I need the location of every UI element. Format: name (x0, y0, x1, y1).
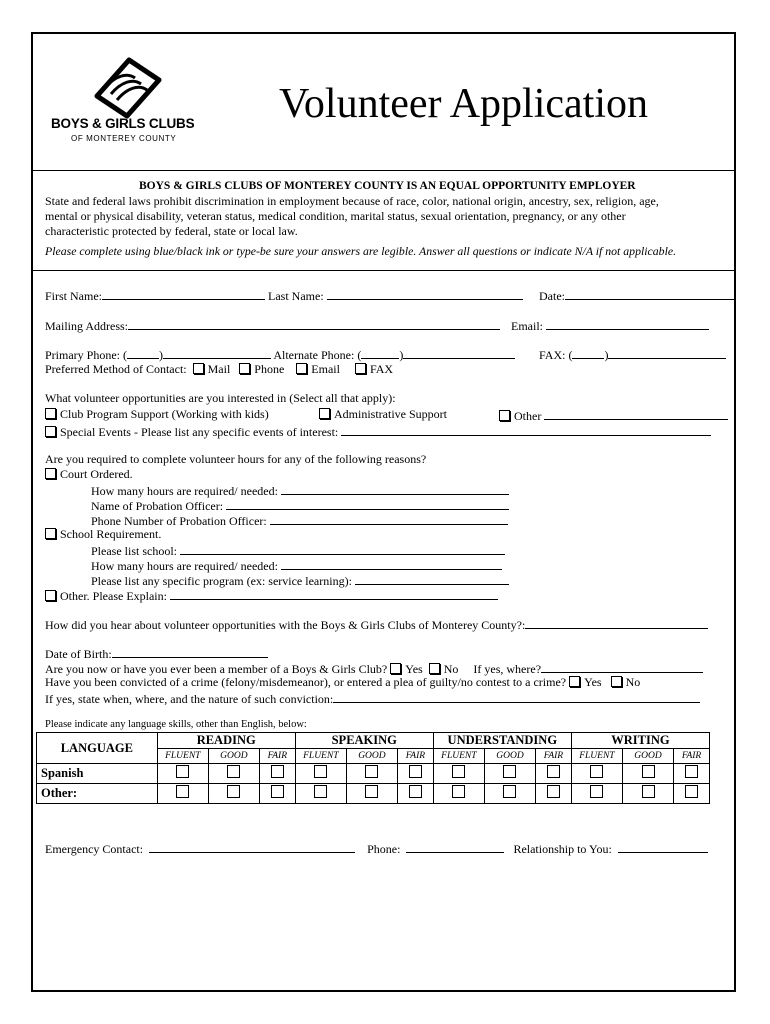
probation-name-label: Name of Probation Officer: (91, 499, 224, 513)
probation-name-field[interactable] (226, 497, 509, 510)
notice-line-2: mental or physical disability, veteran status, medical condition, marital status, sexual orientation, pregnancy, or any other (45, 209, 626, 223)
date-row (539, 287, 735, 304)
heard-field[interactable] (525, 616, 708, 629)
admin-label: Administrative Support (334, 407, 447, 421)
phone-option: Phone (254, 362, 285, 376)
email-checkbox[interactable] (296, 363, 307, 374)
skill-checkbox[interactable] (547, 765, 560, 778)
skill-checkbox[interactable] (452, 765, 465, 778)
language-header: LANGUAGE (37, 733, 158, 764)
skill-checkbox[interactable] (452, 785, 465, 798)
skill-checkbox[interactable] (365, 785, 378, 798)
skill-checkbox[interactable] (365, 765, 378, 778)
special-events-checkbox[interactable] (45, 426, 56, 437)
boys-girls-clubs-logo-icon (91, 54, 165, 122)
school-program-field[interactable] (355, 572, 509, 585)
hours-other-label: Other. Please Explain: (60, 589, 167, 603)
hours-other-field[interactable] (170, 587, 498, 600)
logo-name: BOYS & GIRLS CLUBS (51, 116, 195, 131)
heard-row (45, 616, 708, 633)
special-events-option (45, 423, 711, 440)
level-fair: FAIR (674, 749, 710, 764)
school-requirement-option (45, 527, 161, 542)
email-option: Email (311, 362, 340, 376)
email-label: Email: (511, 319, 543, 333)
skill-checkbox[interactable] (271, 765, 284, 778)
understanding-header: UNDERSTANDING (433, 733, 571, 749)
relationship-label: Relationship to You: (513, 842, 612, 856)
court-hours-field[interactable] (281, 482, 509, 495)
school-hours-label: How many hours are required/ needed: (91, 559, 278, 573)
school-requirement-label: School Requirement. (60, 527, 162, 541)
preferred-contact-row (45, 362, 393, 377)
alternate-phone-area-field[interactable] (361, 346, 399, 359)
level-fluent: FLUENT (571, 749, 622, 764)
header-divider (33, 170, 734, 171)
club-program-checkbox[interactable] (45, 408, 56, 419)
form-frame (31, 32, 736, 992)
notice-line-1: State and federal laws prohibit discrimination in employment because of race, color, national origin, ancestry, sex, religion, age, (45, 194, 659, 208)
skill-checkbox[interactable] (314, 785, 327, 798)
where-label: If yes, where? (473, 662, 542, 676)
language-intro: Please indicate any language skills, other than English, below: (45, 719, 307, 730)
emergency-contact-field[interactable] (149, 840, 355, 853)
relationship-field[interactable] (618, 840, 708, 853)
skill-checkbox[interactable] (503, 785, 516, 798)
level-good: GOOD (484, 749, 535, 764)
date-field[interactable] (565, 287, 735, 300)
convicted-no-checkbox[interactable] (611, 676, 622, 687)
phone-checkbox[interactable] (239, 363, 250, 374)
school-requirement-checkbox[interactable] (45, 528, 56, 539)
court-hours-label: How many hours are required/ needed: (91, 484, 278, 498)
court-ordered-label: Court Ordered. (60, 467, 133, 481)
skill-checkbox[interactable] (409, 765, 422, 778)
hours-other-option (45, 587, 498, 604)
emergency-phone-field[interactable] (406, 840, 504, 853)
instructions: Please complete using blue/black ink or type-be sure your answers are legible. Answer all questions or indicate N/A if not applicable. (45, 244, 677, 258)
mail-checkbox[interactable] (193, 363, 204, 374)
other-option (499, 407, 728, 424)
member-label: Are you now or have you ever been a member of a Boys & Girls Club? (45, 662, 388, 676)
notice-divider (33, 270, 734, 271)
skill-checkbox[interactable] (503, 765, 516, 778)
page-title: Volunteer Application (279, 81, 648, 127)
opportunities-question: What volunteer opportunities are you interested in (Select all that apply): (45, 391, 396, 405)
conviction-detail-field[interactable] (333, 690, 700, 703)
fax-option: FAX (369, 362, 394, 376)
first-name-field[interactable] (102, 287, 265, 300)
skill-checkbox[interactable] (176, 785, 189, 798)
member-no-checkbox[interactable] (429, 663, 440, 674)
paren: ) (159, 348, 163, 362)
special-events-label: Special Events - Please list any specific events of interest: (60, 425, 339, 439)
fax-field[interactable] (608, 346, 726, 359)
level-good: GOOD (208, 749, 259, 764)
date-label: Date: (539, 289, 565, 303)
club-program-label: Club Program Support (Working with kids) (60, 407, 269, 421)
school-list-label: Please list school: (91, 544, 177, 558)
skill-checkbox[interactable] (271, 785, 284, 798)
level-good: GOOD (346, 749, 397, 764)
language-row-other (37, 784, 710, 804)
convicted-no-label: No (625, 675, 641, 689)
member-yes-label: Yes (405, 662, 423, 676)
mailing-address-field[interactable] (128, 317, 500, 330)
level-fair: FAIR (259, 749, 295, 764)
skill-checkbox[interactable] (590, 785, 603, 798)
where-field[interactable] (541, 660, 703, 673)
emergency-phone-label: Phone: (367, 842, 401, 856)
primary-phone-label: Primary Phone: ( (45, 348, 127, 362)
convicted-row (45, 675, 640, 690)
paren: ) (604, 348, 609, 362)
fax-label: FAX: ( (539, 348, 573, 362)
language-name: Other: (37, 784, 158, 804)
emergency-row (45, 840, 708, 857)
first-name-label: First Name: (45, 289, 102, 303)
conviction-detail-label: If yes, state when, where, and the nature of such conviction: (45, 692, 334, 706)
probation-phone-field[interactable] (270, 512, 508, 525)
dob-field[interactable] (112, 645, 268, 658)
mailing-address-label: Mailing Address: (45, 319, 128, 333)
paren: ) (399, 348, 404, 362)
level-fluent: FLUENT (433, 749, 484, 764)
fax-checkbox[interactable] (355, 363, 366, 374)
level-good: GOOD (622, 749, 673, 764)
email-row (511, 317, 709, 334)
probation-phone-label: Phone Number of Probation Officer: (91, 514, 267, 528)
level-fluent: FLUENT (295, 749, 346, 764)
club-program-option (45, 407, 269, 422)
conviction-detail-row (45, 690, 700, 707)
court-ordered-checkbox[interactable] (45, 468, 56, 479)
level-fluent: FLUENT (157, 749, 208, 764)
language-table (36, 732, 710, 804)
logo-subtitle: OF MONTEREY COUNTY (71, 134, 177, 143)
reading-header: READING (157, 733, 295, 749)
level-fair: FAIR (536, 749, 572, 764)
skill-checkbox[interactable] (590, 765, 603, 778)
skill-checkbox[interactable] (642, 765, 655, 778)
admin-checkbox[interactable] (319, 408, 330, 419)
email-field[interactable] (546, 317, 709, 330)
other-field[interactable] (544, 407, 728, 420)
skill-checkbox[interactable] (227, 785, 240, 798)
skill-checkbox[interactable] (409, 785, 422, 798)
emergency-contact-label: Emergency Contact: (45, 842, 144, 856)
other-checkbox[interactable] (499, 410, 510, 421)
convicted-yes-label: Yes (584, 675, 602, 689)
address-row (45, 317, 500, 334)
skill-checkbox[interactable] (314, 765, 327, 778)
preferred-contact-label: Preferred Method of Contact: (45, 362, 187, 376)
primary-phone-area-field[interactable] (127, 346, 159, 359)
language-name: Spanish (37, 764, 158, 784)
primary-phone-field[interactable] (163, 346, 271, 359)
hours-other-checkbox[interactable] (45, 590, 56, 601)
level-fair: FAIR (397, 749, 433, 764)
member-no-label: No (443, 662, 459, 676)
name-row (45, 287, 523, 304)
eoe-heading: BOYS & GIRLS CLUBS OF MONTEREY COUNTY IS AN EQUAL OPPORTUNITY EMPLOYER (139, 180, 636, 192)
dob-label: Date of Birth: (45, 647, 112, 661)
language-row-spanish (37, 764, 710, 784)
fax-row (539, 346, 726, 363)
skill-checkbox[interactable] (176, 765, 189, 778)
convicted-label: Have you been convicted of a crime (felony/misdemeanor), or entered a plea of guilty/no contest to a crime? (45, 675, 567, 689)
school-program-label: Please list any specific program (ex: service learning): (91, 574, 352, 588)
alternate-phone-field[interactable] (403, 346, 515, 359)
skill-checkbox[interactable] (685, 765, 698, 778)
skill-checkbox[interactable] (685, 785, 698, 798)
member-yes-checkbox[interactable] (390, 663, 401, 674)
skill-checkbox[interactable] (547, 785, 560, 798)
phones-row (45, 346, 515, 363)
last-name-field[interactable] (327, 287, 523, 300)
special-events-field[interactable] (341, 423, 711, 436)
fax-area-field[interactable] (572, 346, 604, 359)
school-list-field[interactable] (180, 542, 505, 555)
court-ordered-option (45, 467, 133, 482)
skill-checkbox[interactable] (227, 765, 240, 778)
notice-line-3: characteristic protected by federal, state or local law. (45, 224, 298, 238)
writing-header: WRITING (571, 733, 709, 749)
last-name-label: Last Name: (268, 289, 324, 303)
admin-option (319, 407, 447, 422)
skill-checkbox[interactable] (642, 785, 655, 798)
speaking-header: SPEAKING (295, 733, 433, 749)
hours-question: Are you required to complete volunteer hours for any of the following reasons? (45, 452, 427, 466)
convicted-yes-checkbox[interactable] (569, 676, 580, 687)
alternate-phone-label: Alternate Phone: ( (273, 348, 362, 362)
other-label: Other (514, 409, 542, 423)
mail-option: Mail (207, 362, 231, 376)
school-hours-field[interactable] (281, 557, 502, 570)
heard-label: How did you hear about volunteer opportunities with the Boys & Girls Clubs of Monterey County?: (45, 618, 526, 632)
